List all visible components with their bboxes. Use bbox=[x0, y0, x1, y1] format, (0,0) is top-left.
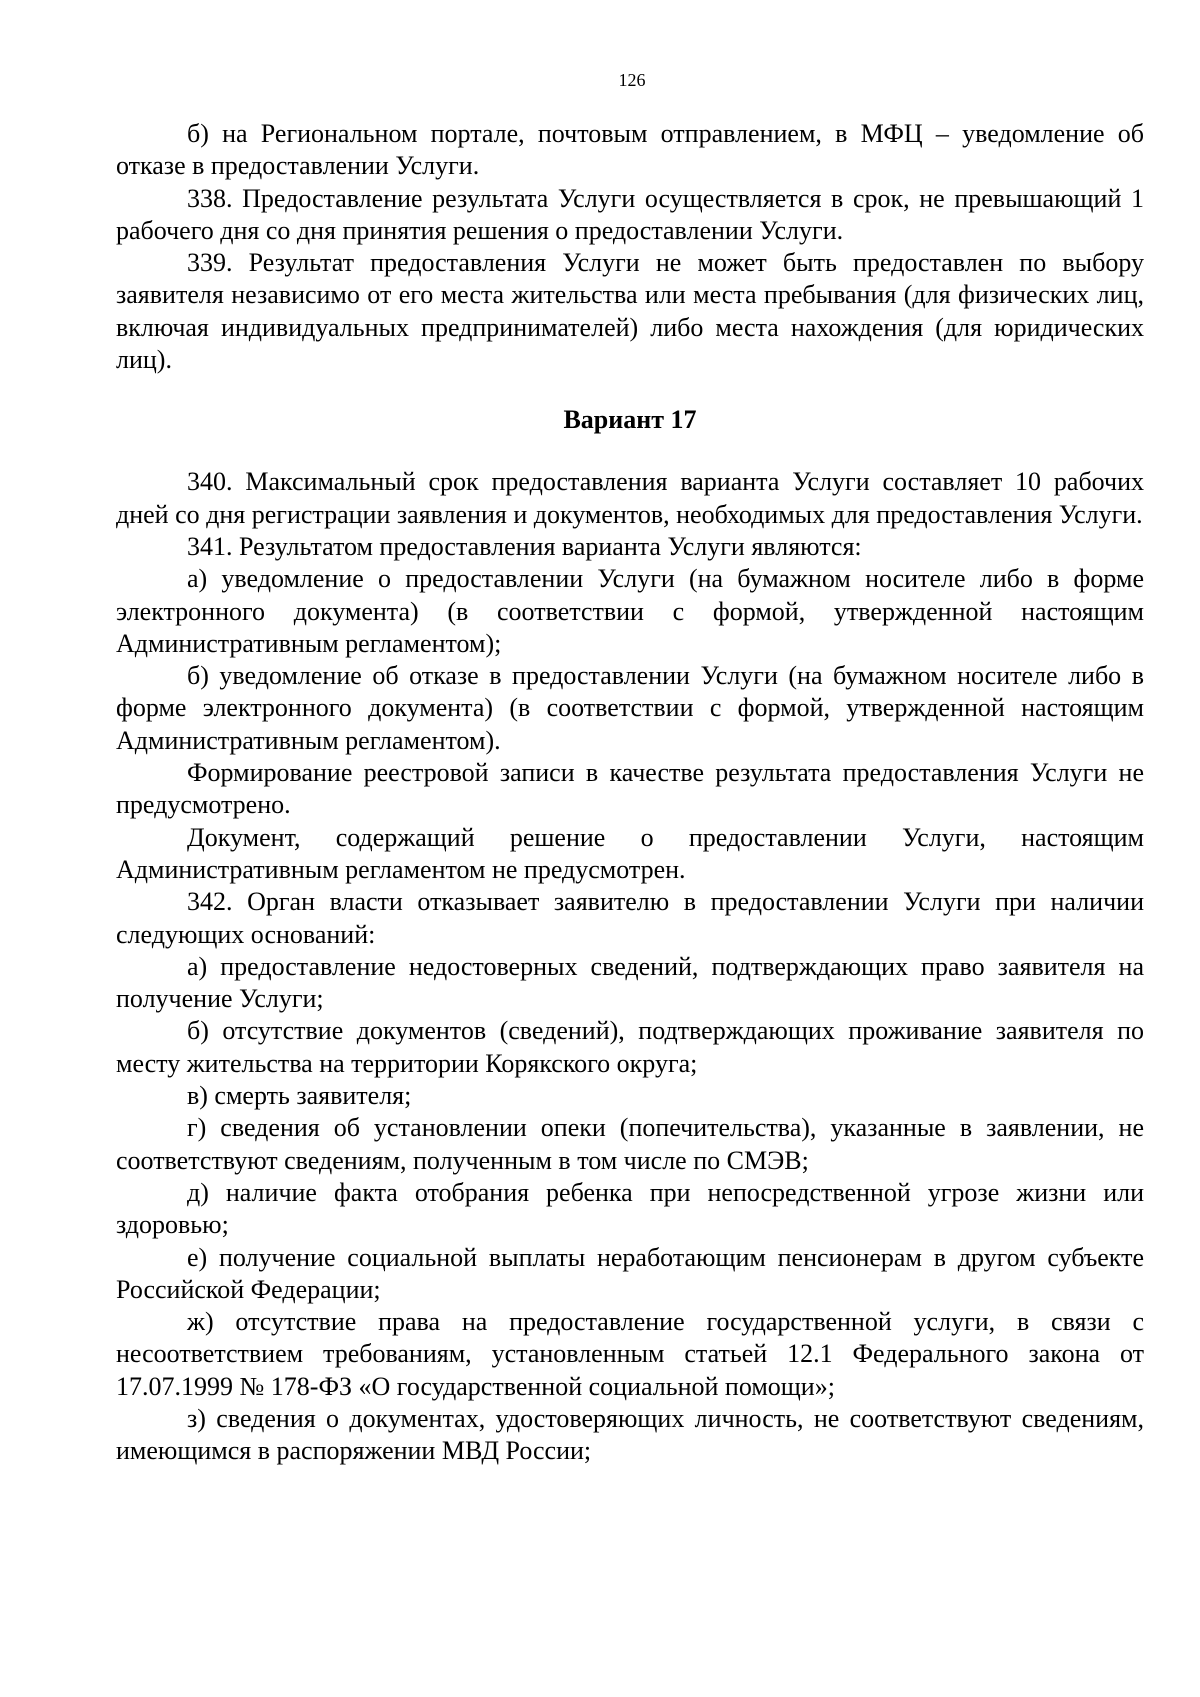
section-title: Вариант 17 bbox=[563, 405, 697, 435]
paragraph: 338. Предоставление результата Услуги осуществляется в срок, не превышающий 1 рабочего дня со дня принятия решения о предоставлении Услуги. bbox=[116, 183, 1144, 245]
list-item: ж) отсутствие права на предоставление государственной услуги, в связи с несоответствием требованиям, установленным статьей 12.1 Федерального закона от 17.07.1999 № 178-ФЗ «О государственной социальной помощи»; bbox=[116, 1307, 1144, 1401]
list-item: а) предоставление недостоверных сведений, подтверждающих право заявителя на получение Услуги; bbox=[116, 951, 1144, 1014]
paragraph: 340. Максимальный срок предоставления варианта Услуги составляет 10 рабочих дней со дня регистрации заявления и документов, необходимых для предоставления Услуги. bbox=[116, 467, 1144, 529]
list-item: г) сведения об установлении опеки (попечительства), указанные в заявлении, не соответствуют сведениям, полученным в том числе по СМЭВ; bbox=[116, 1113, 1144, 1175]
list-item: в) смерть заявителя; bbox=[187, 1081, 412, 1111]
page-number: 126 bbox=[618, 70, 646, 90]
list-item: з) сведения о документах, удостоверяющих личность, не соответствуют сведениям, имеющимся в распоряжении МВД России; bbox=[116, 1403, 1144, 1466]
list-item: д) наличие факта отобрания ребенка при непосредственной угрозе жизни или здоровью; bbox=[116, 1177, 1144, 1240]
list-item: а) уведомление о предоставлении Услуги (на бумажном носителе либо в форме электронного документа) (в соответствии с формой, утвержденной настоящим Административным регламентом); bbox=[116, 564, 1144, 658]
document-body bbox=[116, 118, 1144, 1468]
list-item: б) отсутствие документов (сведений), подтверждающих проживание заявителя по месту жительства на территории Корякского округа; bbox=[116, 1016, 1144, 1078]
paragraph: Формирование реестровой записи в качестве результата предоставления Услуги не предусмотрено. bbox=[116, 758, 1144, 820]
paragraph: 342. Орган власти отказывает заявителю в предоставлении Услуги при наличии следующих оснований: bbox=[116, 887, 1144, 949]
paragraph: 341. Результатом предоставления варианта Услуги являются: bbox=[187, 531, 862, 561]
list-item: е) получение социальной выплаты неработающим пенсионерам в другом субъекте Российской Федерации; bbox=[116, 1242, 1144, 1304]
list-item: б) уведомление об отказе в предоставлении Услуги (на бумажном носителе либо в форме электронного документа) (в соответствии с формой, утвержденной настоящим Административным регламентом). bbox=[116, 661, 1144, 755]
paragraph: б) на Региональном портале, почтовым отправлением, в МФЦ – уведомление об отказе в предоставлении Услуги. bbox=[116, 119, 1144, 181]
paragraph: Документ, содержащий решение о предоставлении Услуги, настоящим Административным регламентом не предусмотрен. bbox=[116, 822, 1144, 884]
paragraph: 339. Результат предоставления Услуги не может быть предоставлен по выбору заявителя независимо от его места жительства или места пребывания (для физических лиц, включая индивидуальных предпринимателей) либо места нахождения (для юридических лиц). bbox=[116, 248, 1144, 375]
